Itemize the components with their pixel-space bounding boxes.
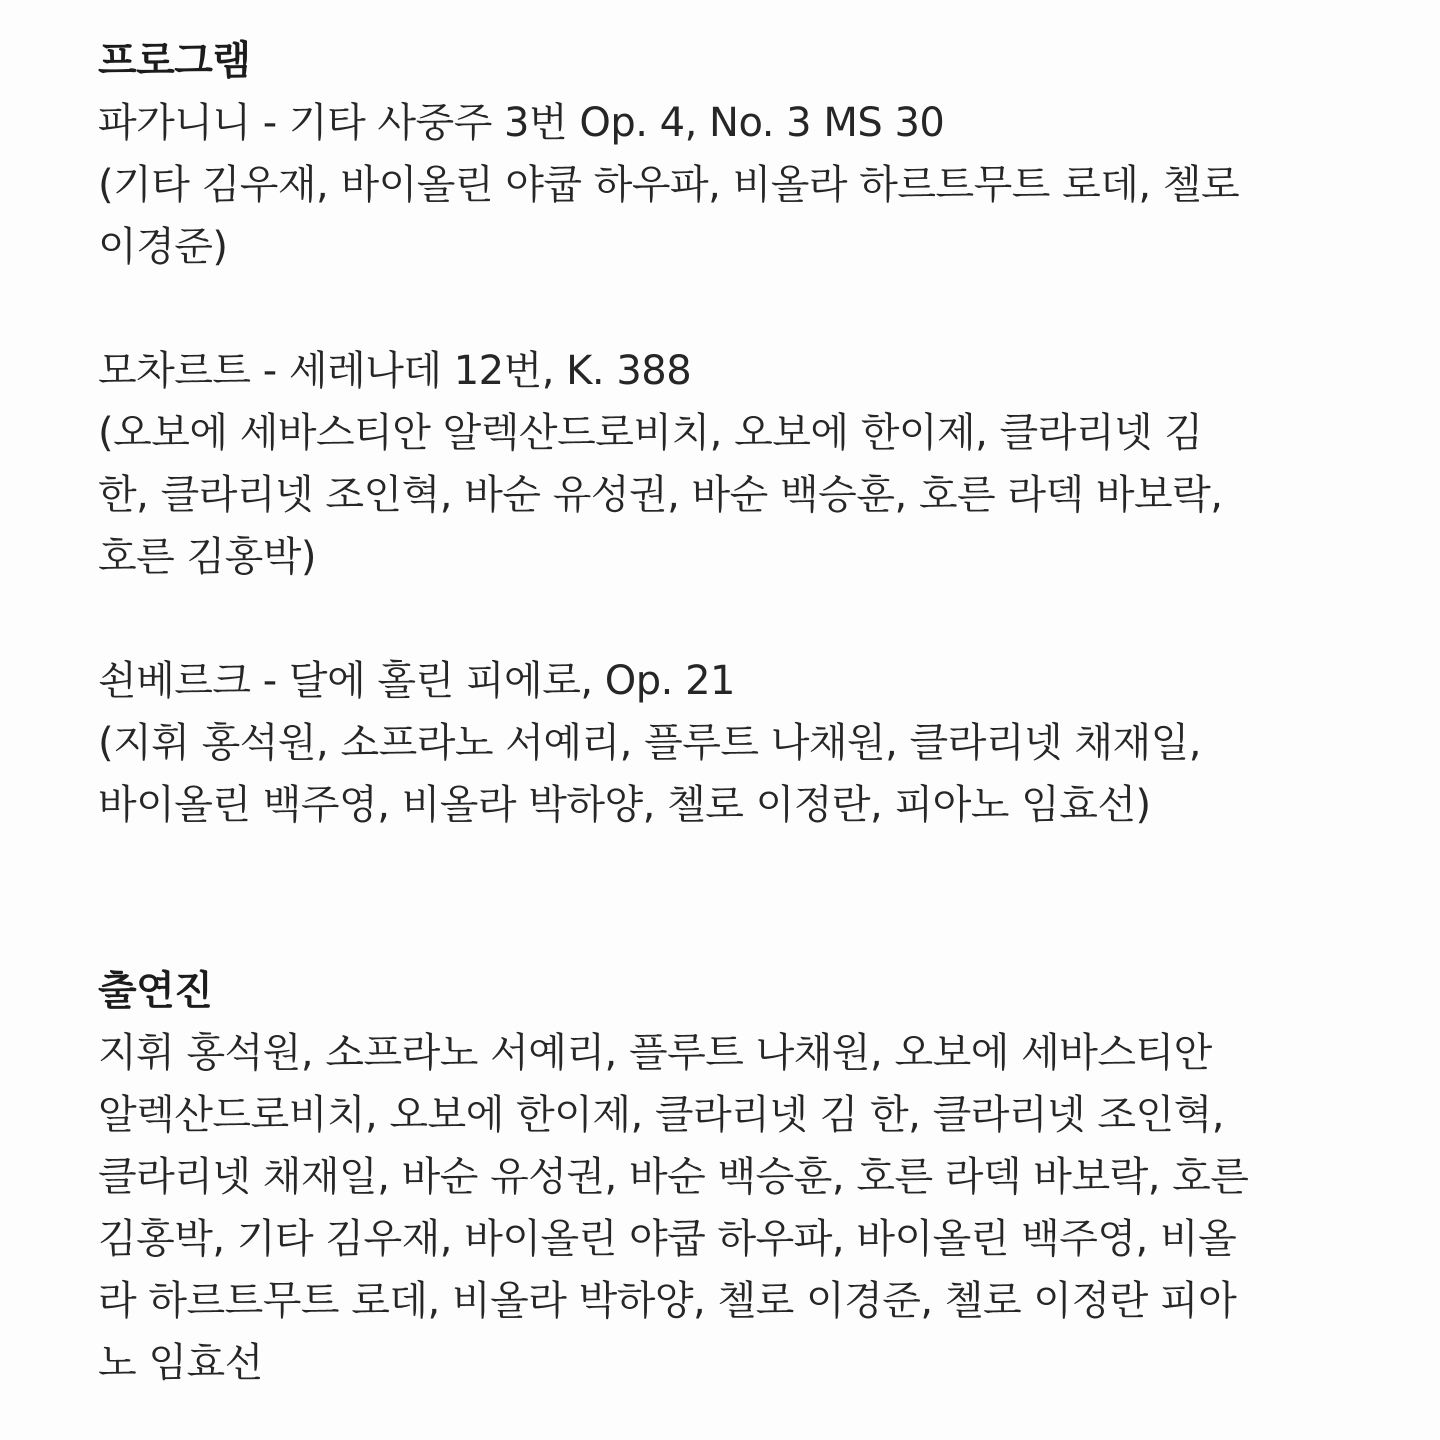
spacer — [98, 588, 1348, 650]
program-piece-mozart — [98, 340, 1348, 588]
program-heading: 프로그램 — [98, 38, 251, 84]
piece-performers-line: (지휘 홍석원, 소프라노 서예리, 플루트 나채원, 클라리넷 채재일, — [98, 720, 1201, 766]
performers-line: 노 임효선 — [98, 1340, 263, 1386]
spacer — [98, 278, 1348, 340]
piece-performers-line: (오보에 세바스티안 알렉산드로비치, 오보에 한이제, 클라리넷 김 — [98, 410, 1203, 456]
performers-heading: 출연진 — [98, 968, 213, 1014]
performers-line: 클라리넷 채재일, 바순 유성권, 바순 백승훈, 호른 라덱 바보락, 호른 — [98, 1154, 1249, 1200]
piece-performers-line: 한, 클라리넷 조인혁, 바순 유성권, 바순 백승훈, 호른 라덱 바보락, — [98, 472, 1223, 518]
performers-line: 지휘 홍석원, 소프라노 서예리, 플루트 나채원, 오보에 세바스티안 — [98, 1030, 1212, 1076]
program-document — [98, 30, 1348, 1394]
piece-title: 쇤베르크 - 달에 홀린 피에로, Op. 21 — [98, 658, 735, 704]
piece-performers-line: 바이올린 백주영, 비올라 박하양, 첼로 이정란, 피아노 임효선) — [98, 782, 1151, 828]
piece-performers-line: (기타 김우재, 바이올린 야쿱 하우파, 비올라 하르트무트 로데, 첼로 — [98, 162, 1240, 208]
spacer — [98, 836, 1348, 960]
performers-line: 라 하르트무트 로데, 비올라 박하양, 첼로 이경준, 첼로 이정란 피아 — [98, 1278, 1237, 1324]
piece-title: 모차르트 - 세레나데 12번, K. 388 — [98, 348, 692, 394]
piece-performers-line: 호른 김홍박) — [98, 534, 317, 580]
piece-title: 파가니니 - 기타 사중주 3번 Op. 4, No. 3 MS 30 — [98, 100, 945, 146]
program-piece-paganini — [98, 92, 1348, 278]
piece-performers-line: 이경준) — [98, 224, 228, 270]
performers-list — [98, 1022, 1348, 1394]
performers-line: 알렉산드로비치, 오보에 한이제, 클라리넷 김 한, 클라리넷 조인혁, — [98, 1092, 1225, 1138]
performers-line: 김홍박, 기타 김우재, 바이올린 야쿱 하우파, 바이올린 백주영, 비올 — [98, 1216, 1237, 1262]
program-piece-schoenberg — [98, 650, 1348, 836]
